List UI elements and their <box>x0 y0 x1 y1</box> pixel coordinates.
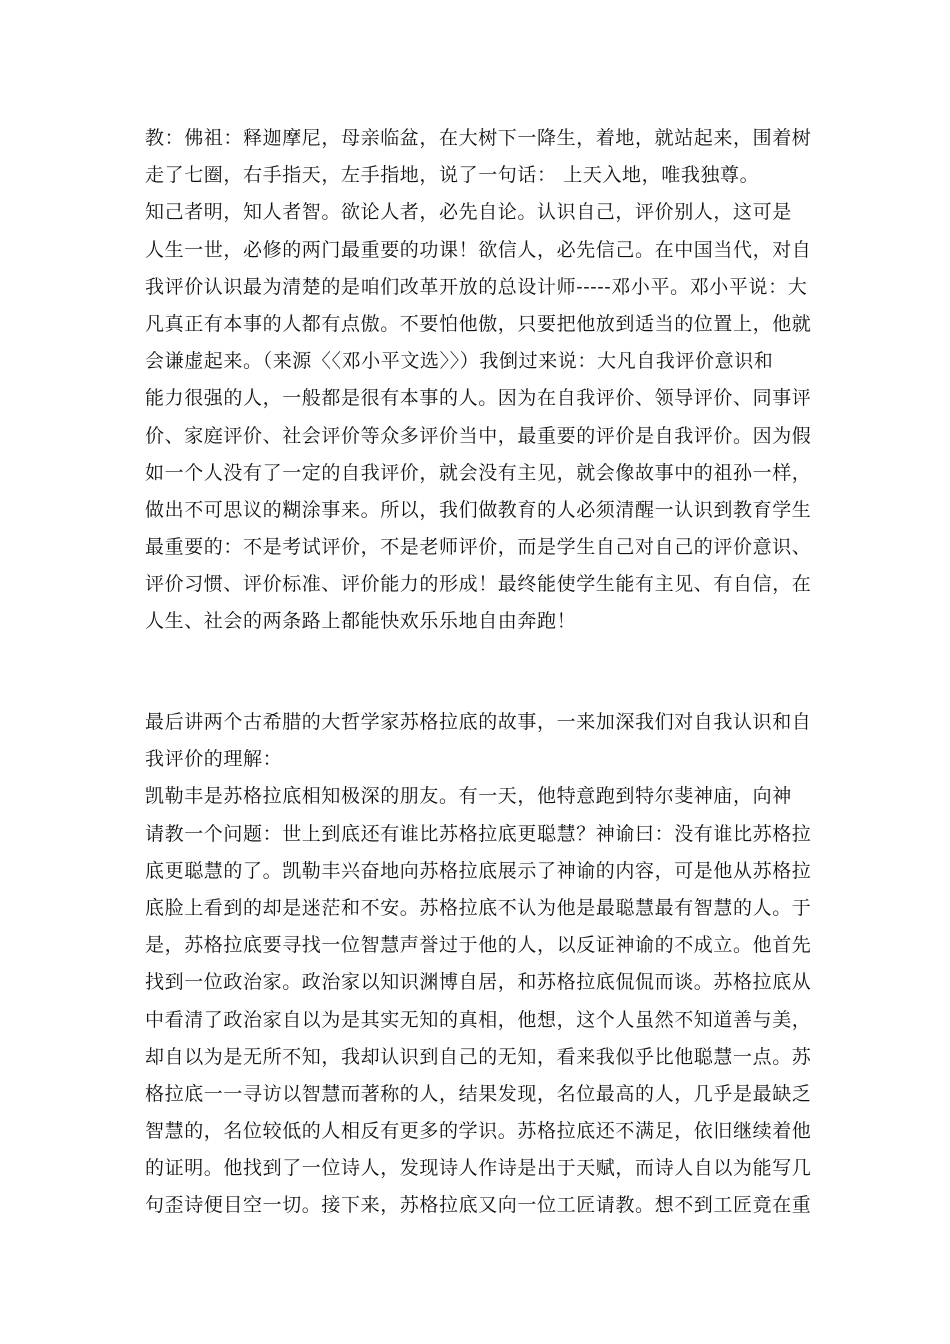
paragraph-block-socrates-story <box>145 704 815 1225</box>
text-line: 凡真正有本事的人都有点傲。不要怕他傲，只要把他放到适当的位置上，他就 <box>145 312 812 335</box>
text-line: 如一个人没有了一定的自我评价，就会没有主见，就会像故事中的祖孙一样， <box>145 461 812 484</box>
text-line: 教：佛祖：释迦摩尼，母亲临盆，在大树下一降生，着地，就站起来，围着树 <box>145 127 812 149</box>
text-line: 智慧的，名位较低的人相反有更多的学识。苏格拉底还不满足，依旧继续着他 <box>145 1120 812 1143</box>
text-line: 句歪诗便目空一切。接下来，苏格拉底又向一位工匠请教。想不到工匠竟在重 <box>145 1194 812 1217</box>
text-line: 我评价认识最为清楚的是咱们改革开放的总设计师-----邓小平。邓小平说：大 <box>145 275 808 298</box>
text-line: 走了七圈，右手指天，左手指地，说了一句话： 上天入地，唯我独尊。 <box>145 164 760 187</box>
text-line: 凯勒丰是苏格拉底相知极深的朋友。有一天，他特意跑到特尔斐神庙，向神 <box>145 785 792 808</box>
text-line: 格拉底一一寻访以智慧而著称的人，结果发现，名位最高的人，几乎是最缺乏 <box>145 1082 812 1105</box>
text-line: 请教一个问题：世上到底还有谁比苏格拉底更聪慧？神谕曰：没有谁比苏格拉 <box>145 822 812 845</box>
text-line: 找到一位政治家。政治家以知识渊博自居，和苏格拉底侃侃而谈。苏格拉底从 <box>145 971 812 994</box>
text-line: 我评价的理解： <box>145 748 283 771</box>
text-line: 却自以为是无所不知，我却认识到自己的无知，看来我似乎比他聪慧一点。苏 <box>145 1045 812 1068</box>
text-line: 会谦虚起来。（来源〈〈邓小平文选〉〉）我倒过来说：大凡自我评价意识和 <box>145 350 774 373</box>
text-line: 评价习惯、评价标准、评价能力的形成！最终能使学生能有主见、有自信，在 <box>145 573 812 596</box>
text-line: 是，苏格拉底要寻找一位智慧声誉过于他的人，以反证神谕的不成立。他首先 <box>145 934 812 957</box>
text-line: 价、家庭评价、社会评价等众多评价当中，最重要的评价是自我评价。因为假 <box>145 424 812 447</box>
paragraph-block-buddha-and-self-evaluation <box>145 120 815 641</box>
text-line: 中看清了政治家自以为是其实无知的真相，他想，这个人虽然不知道善与美， <box>145 1008 812 1031</box>
text-line: 的证明。他找到了一位诗人，发现诗人作诗是出于天赋，而诗人自以为能写几 <box>145 1157 812 1180</box>
text-line: 人生、社会的两条路上都能快欢乐乐地自由奔跑！ <box>145 610 577 633</box>
text-line: 知己者明，知人者智。欲论人者，必先自论。认识自己，评价别人，这可是 <box>145 201 792 224</box>
text-line: 底脸上看到的却是迷茫和不安。苏格拉底不认为他是最聪慧最有智慧的人。于 <box>145 896 812 919</box>
text-line: 做出不可思议的糊涂事来。所以，我们做教育的人必须清醒一认识到教育学生 <box>145 498 812 521</box>
text-line: 最重要的：不是考试评价，不是老师评价，而是学生自己对自己的评价意识、 <box>145 536 812 559</box>
text-line: 人生一世，必修的两门最重要的功课！欲信人，必先信己。在中国当代，对自 <box>145 238 812 261</box>
text-line: 底更聪慧的了。凯勒丰兴奋地向苏格拉底展示了神谕的内容，可是他从苏格拉 <box>145 859 812 882</box>
text-line: 能力很强的人，一般都是很有本事的人。因为在自我评价、领导评价、同事评 <box>145 387 812 410</box>
text-line: 最后讲两个古希腊的大哲学家苏格拉底的故事，一来加深我们对自我认识和自 <box>145 711 812 733</box>
